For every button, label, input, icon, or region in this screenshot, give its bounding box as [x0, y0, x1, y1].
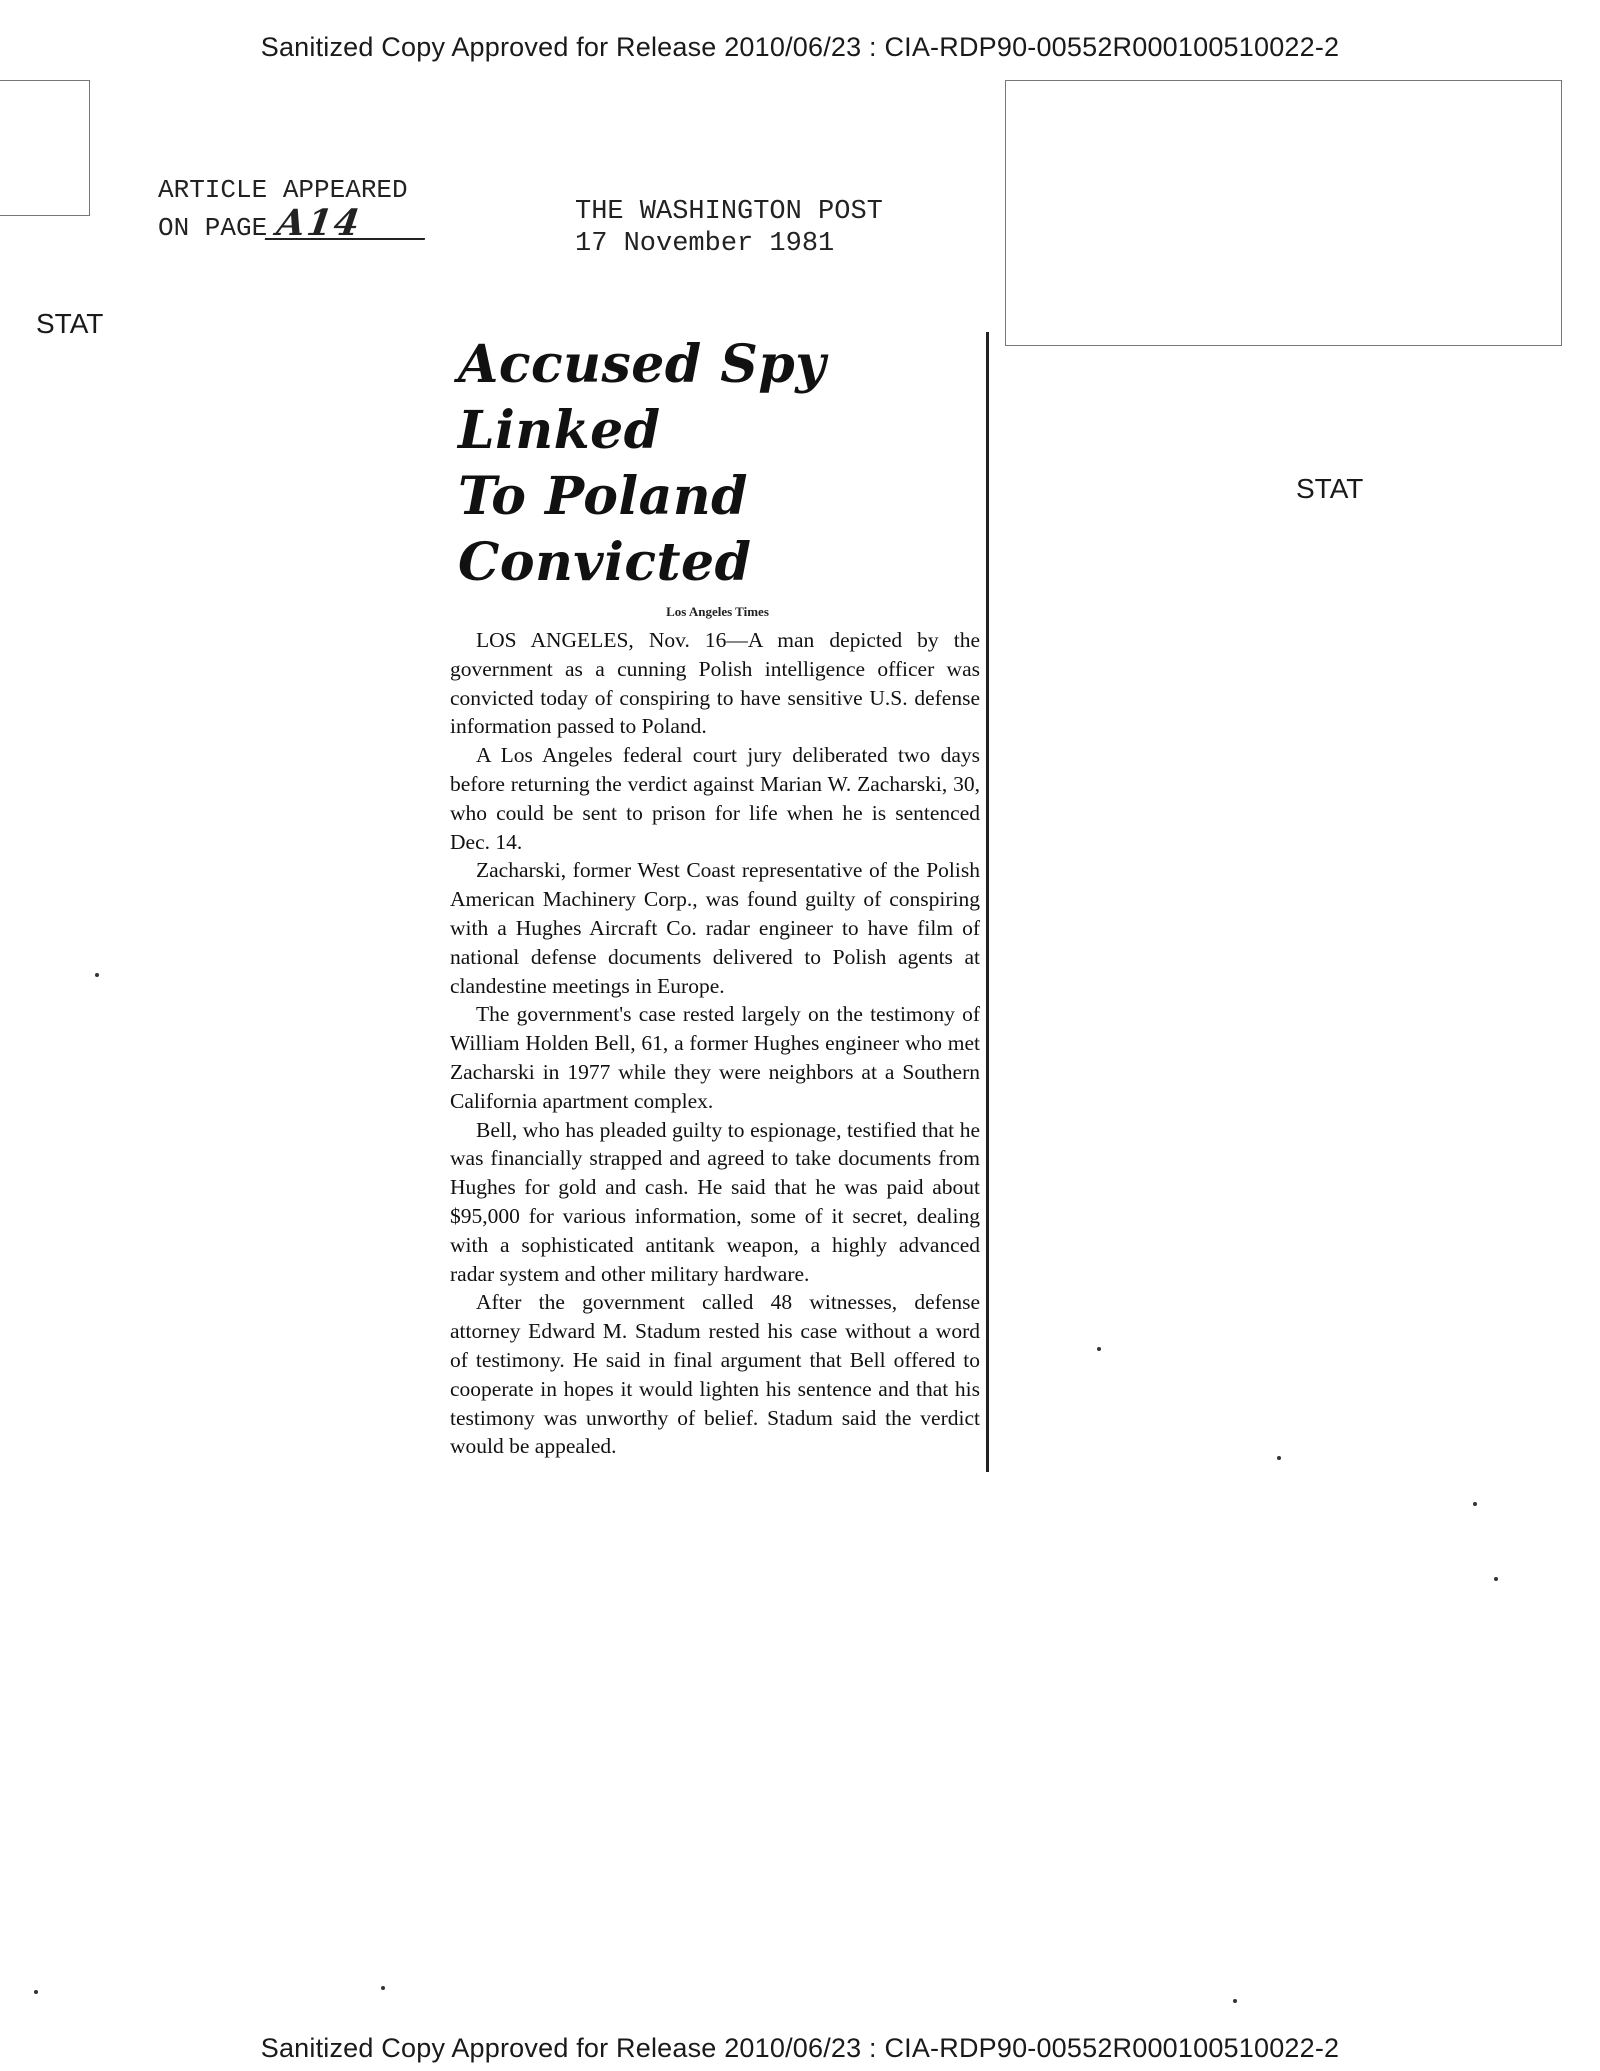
scan-speck [1233, 1999, 1237, 2003]
article-body [450, 626, 980, 1461]
stamp-line-1: ARTICLE APPEARED [158, 175, 408, 205]
scan-speck [1097, 1347, 1101, 1351]
scan-speck [1473, 1502, 1477, 1506]
article-byline: Los Angeles Times [666, 604, 769, 619]
article-paragraph: Zacharski, former West Coast representative of the Polish American Machinery Corp., was found guilty of conspiring with a Hughes Aircraft Co. radar engineer to have film of national defense documents delivered to Polish agents at clandestine meetings in Europe. [450, 858, 980, 998]
stamp-page-label: ON PAGE [158, 213, 268, 243]
redaction-box-right [1005, 80, 1562, 346]
sanitized-footer: Sanitized Copy Approved for Release 2010/06/23 : CIA-RDP90-00552R000100510022-2 [260, 2033, 1340, 2063]
scan-speck [34, 1990, 38, 1994]
headline-line-1: Accused Spy Linked [458, 334, 826, 461]
publication-date: 17 November 1981 [575, 229, 835, 259]
article-paragraph: The government's case rested largely on the testimony of William Holden Bell, 61, a former Hughes engineer who met Zacharski in 1977 while they were neighbors at a Southern California apartment complex. [450, 1002, 980, 1113]
article-paragraph: Bell, who has pleaded guilty to espionage, testified that he was financially strapped and agreed to take documents from Hughes for gold and cash. He said that he was paid about $95,000 for various information, some of it secret, dealing with a sophisticated antitank weapon, a highly advanced radar system and other military hardware. [450, 1117, 980, 1286]
sanitized-header: Sanitized Copy Approved for Release 2010/06/23 : CIA-RDP90-00552R000100510022-2 [260, 32, 1340, 62]
scan-speck [95, 973, 99, 977]
newspaper-clipping [450, 332, 985, 1472]
stamp-line-2 [158, 202, 427, 246]
scan-speck [1494, 1577, 1498, 1581]
article-headline [458, 332, 985, 596]
scan-speck [1277, 1456, 1281, 1460]
headline-line-2: To Poland Convicted [458, 466, 752, 593]
article-paragraph: A Los Angeles federal court jury deliberated two days before returning the verdict against Marian W. Zacharski, 30, who could be sent to prison for life when he is sentenced Dec. 14. [450, 743, 980, 854]
article-paragraph: LOS ANGELES, Nov. 16—A man depicted by the government as a cunning Polish intelligence officer was convicted today of conspiring to have sensitive U.S. defense information passed to Poland. [450, 628, 980, 739]
publication-name: THE WASHINGTON POST [575, 197, 883, 227]
redaction-box-left [0, 80, 90, 216]
stat-label-right: STAT [1296, 473, 1364, 504]
stamp-page-number: A14 [265, 208, 429, 240]
article-appeared-stamp [158, 172, 427, 246]
article-paragraph: After the government called 48 witnesses, defense attorney Edward M. Stadum rested his case without a word of testimony. He said in final argument that Bell offered to cooperate in hopes it would lighten his sentence and that his testimony was unworthy of belief. Stadum said the verdict would be appealed. [450, 1290, 980, 1459]
scan-speck [381, 1986, 385, 1990]
publication-source [575, 196, 883, 260]
column-rule [986, 332, 989, 1472]
stat-label-left: STAT [36, 308, 104, 339]
